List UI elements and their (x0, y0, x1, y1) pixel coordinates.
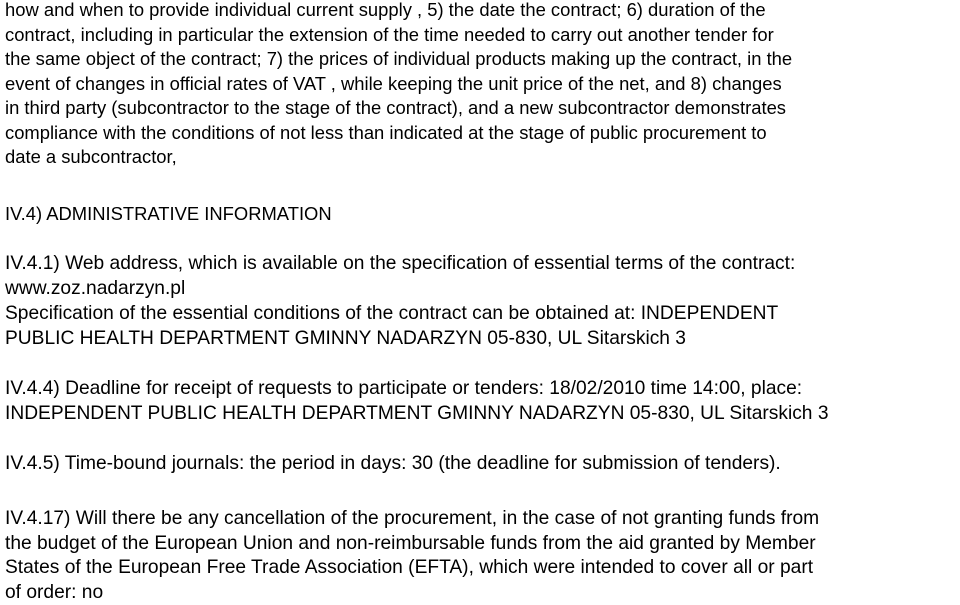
paragraph-line: compliance with the conditions of not less than indicated at the stage of public procurement to (5, 121, 960, 146)
paragraph-line: date a subcontractor, (5, 145, 960, 170)
paragraph-line: the same object of the contract; 7) the prices of individual products making up the contract, in the (5, 47, 960, 72)
paragraph-line: of order: no (5, 581, 960, 605)
time-bound-paragraph: IV.4.5) Time-bound journals: the period in days: 30 (the deadline for submission of tenders). (5, 452, 960, 477)
paragraph-line: IV.4.1) Web address, which is available on the specification of essential terms of the contract: (5, 252, 960, 277)
paragraph-line: PUBLIC HEALTH DEPARTMENT GMINNY NADARZYN 05-830, UL Sitarskich 3 (5, 327, 960, 352)
paragraph-line: INDEPENDENT PUBLIC HEALTH DEPARTMENT GMINNY NADARZYN 05-830, UL Sitarskich 3 (5, 402, 960, 427)
paragraph-line: in third party (subcontractor to the stage of the contract), and a new subcontractor demonstrates (5, 96, 960, 121)
web-address-link: www.zoz.nadarzyn.pl (5, 277, 960, 302)
paragraph-line: IV.4.4) Deadline for receipt of requests to participate or tenders: 18/02/2010 time 14:00, place: (5, 377, 960, 402)
paragraph-line: contract, including in particular the extension of the time needed to carry out another tender for (5, 23, 960, 48)
paragraph-line: IV.4.17) Will there be any cancellation of the procurement, in the case of not granting funds from (5, 507, 960, 532)
web-address-paragraph (5, 252, 960, 301)
contract-changes-paragraph (5, 0, 960, 170)
section-heading: IV.4) ADMINISTRATIVE INFORMATION (5, 202, 960, 227)
paragraph-line: the budget of the European Union and non-reimbursable funds from the aid granted by Member (5, 532, 960, 557)
specification-paragraph (5, 302, 960, 351)
paragraph-line: States of the European Free Trade Association (EFTA), which were intended to cover all or part (5, 556, 960, 581)
paragraph-line: how and when to provide individual current supply , 5) the date the contract; 6) duration of the (5, 0, 960, 23)
deadline-paragraph (5, 377, 960, 426)
paragraph-line: event of changes in official rates of VAT , while keeping the unit price of the net, and 8) changes (5, 72, 960, 97)
paragraph-line: Specification of the essential conditions of the contract can be obtained at: INDEPENDENT (5, 302, 960, 327)
cancellation-paragraph (5, 507, 960, 605)
